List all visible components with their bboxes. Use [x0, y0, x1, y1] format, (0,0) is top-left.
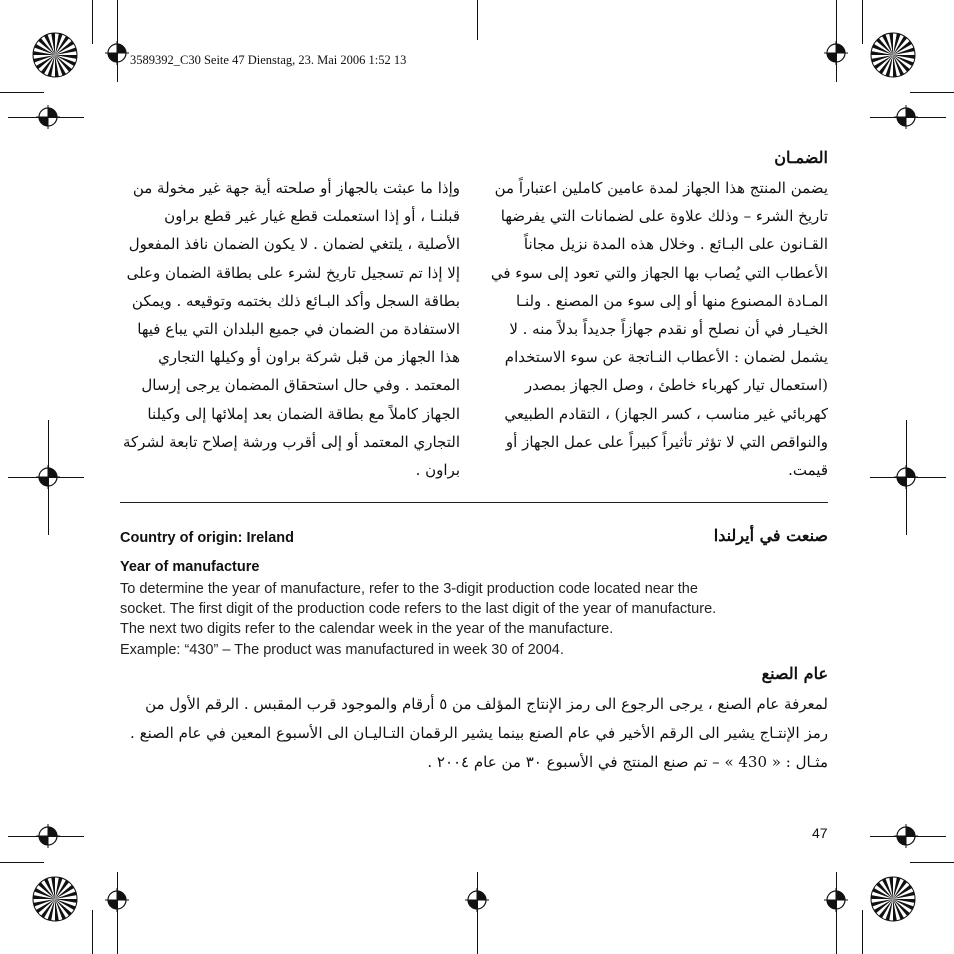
- registration-target-icon: [894, 824, 918, 848]
- body-line: Example: “430” – The product was manufactured in week 30 of 2004.: [120, 641, 564, 658]
- crop-mark: [910, 862, 954, 863]
- registration-target-icon: [894, 465, 918, 489]
- year-of-manufacture-title-arabic: عام الصنع: [761, 664, 828, 683]
- warranty-paragraph: يضمن المنتج هذا الجهاز لمدة عامين كاملين اعتباراً من تاريخ الشرء – وذلك علاوة على لضمانات التي يفرضها القـانون على البـائع . وخلال هذه المدة نزيل مجاناً الأعطاب التي يُصاب بها الجهاز والتي تعود إلى سوء في المـادة المصنوع منها أو إلى سوء من المصنع . ولنـا الخيـار في أن نصلح أو نقدم جهازاً جديداً بدلاً منه . لا يشمل لضمان : الأعطاب النـاتجة عن سوء الاستخدام (استعمال تيار كهرباء خاطئ ، وصل الجهاز بمصدر كهربائي غير مناسب ، كسر الجهاز) ، التقادم الطبيعي والنواقص التي لا تؤثر تأثيراً كبيراً على عمل الجهاز أو قيمت.: [490, 179, 828, 480]
- registration-target-icon: [465, 888, 489, 912]
- body-line: socket. The first digit of the production code refers to the last digit of the year of manufacture.: [120, 601, 717, 618]
- body-line: The next two digits refer to the calendar week in the year of the manufacture.: [120, 621, 614, 638]
- registration-target-icon: [824, 41, 848, 65]
- warranty-paragraph: وإذا ما عبثت بالجهاز أو صلحته أية جهة غير مخولة من قبلنـا ، أو إذا استعملت قطع غيار غير قطع براون الأصلية ، يلتغي لضمان . لا يكون الضمان نافذ المفعول إلا إذا تم تسجيل تاريخ لشرء على بطاقة الضمان وعلى بطاقة السجل وأكد البـائع ذلك بختمه وتوقيعه . ويمكن الاستفادة من الضمان في جميع البلدان التي يباع فيها هذا الجهاز من قبل شركة براون أو وكيلها التجاري المعتمد . وفي حال استحقاق المضمان يرجى إرسال الجهاز كاملاً مع بطاقة الضمان بعد إملائها إلى وكيلنا التجاري المعتمد أو إلى أقرب ورشة إصلاح تابعة لشركة براون .: [123, 179, 460, 480]
- starburst-icon: [32, 32, 78, 78]
- registration-line: [477, 872, 478, 954]
- registration-target-icon: [824, 888, 848, 912]
- page-number: 47: [812, 825, 828, 841]
- registration-target-icon: [894, 105, 918, 129]
- registration-target-icon: [105, 41, 129, 65]
- year-of-manufacture-body-arabic: لمعرفة عام الصنع ، يرجى الرجوع الى رمز الإنتاج المؤلف من ٥ أرقام والموجود قرب المقبس . الرقم الأول من رمز الإنتـاج يشير الى الرقم الأخير في عام الصنع بينما يشير الرقمان التـاليـان الى الأسبوع المعين في عام الصنع . مثـال : « 430 » – تم صنع المنتج في الأسبوع ٣٠ من عام ٢٠٠٤ .: [130, 695, 828, 771]
- registration-line: [477, 0, 478, 40]
- warranty-text-column-1: [484, 174, 828, 484]
- registration-target-icon: [36, 824, 60, 848]
- body-line: To determine the year of manufacture, refer to the 3-digit production code located near the: [120, 581, 698, 597]
- crop-mark: [92, 0, 93, 44]
- crop-mark: [862, 910, 863, 954]
- registration-target-icon: [36, 105, 60, 129]
- country-of-origin-arabic: صنعت في أيرلندا: [713, 526, 828, 545]
- section-divider: [120, 502, 828, 503]
- warranty-title: الضمـان: [774, 148, 828, 167]
- starburst-icon: [870, 32, 916, 78]
- year-of-manufacture-body: [120, 579, 832, 660]
- crop-mark: [0, 92, 44, 93]
- warranty-text-column-2: [120, 174, 460, 484]
- crop-mark: [0, 862, 44, 863]
- crop-mark: [862, 0, 863, 44]
- crop-mark: [910, 92, 954, 93]
- crop-mark: [92, 910, 93, 954]
- print-slug: 3589392_C30 Seite 47 Dienstag, 23. Mai 2006 1:52 13: [130, 53, 407, 67]
- registration-target-icon: [36, 465, 60, 489]
- country-of-origin: Country of origin: Ireland: [120, 530, 294, 546]
- registration-line: [117, 872, 118, 954]
- starburst-icon: [32, 876, 78, 922]
- year-of-manufacture-title: Year of manufacture: [120, 559, 260, 575]
- starburst-icon: [870, 876, 916, 922]
- registration-target-icon: [105, 888, 129, 912]
- registration-line: [836, 872, 837, 954]
